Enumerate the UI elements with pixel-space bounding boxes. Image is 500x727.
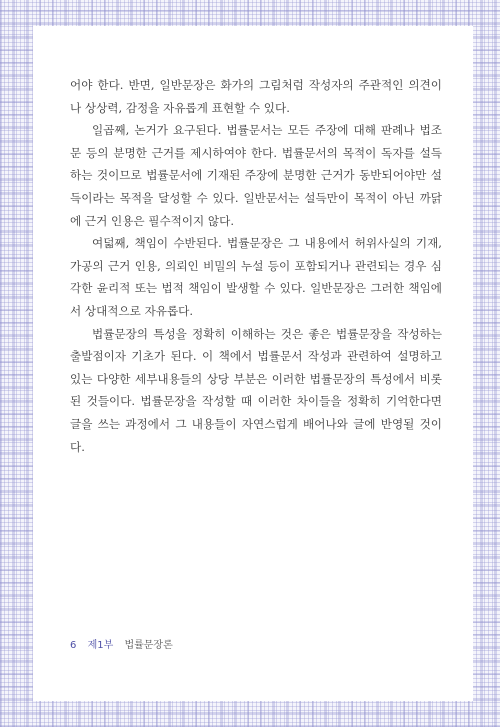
paragraph-seventh: 일곱째, 논거가 요구된다. 법률문서는 모든 주장에 대해 판례나 법조문 등의 분명한 근거를 제시하여야 한다. 법률문서의 목적이 독자를 설득하는 것이므로 법률문서에 기재된 주장에 분명한 근거가 동반되어야만 설득이라는 목적을 달성할 수 있다. 일반문서는 설득만이 목적이 아닌 까닭에 근거 인용은 필수적이지 않다. — [70, 123, 442, 228]
paragraph-eighth: 여덟째, 책임이 수반된다. 법률문장은 그 내용에서 허위사실의 기재, 가공의 근거 인용, 의뢰인 비밀의 누설 등이 포함되거나 관련되는 경우 심각한 윤리적 또는 법적 책임이 발생할 수 있다. 일반문장은 그러한 책임에서 상대적으로 자유롭다. — [70, 236, 442, 318]
body-text — [70, 74, 442, 458]
page-footer — [70, 636, 173, 651]
part-label: 제1부 — [87, 640, 114, 651]
paragraph-conclusion: 법률문장의 특성을 정확히 이해하는 것은 좋은 법률문장을 작성하는 출발점이자 기초가 된다. 이 책에서 법률문서 작성과 관련하여 설명하고 있는 다양한 세부내용들의 상당 부분은 이러한 법률문장의 특성에서 비롯된 것들이다. 법률문장을 작성할 때 이러한 차이들을 정확히 기억한다면 글을 쓰는 과정에서 그 내용들이 자연스럽게 배어나와 글에 반영될 것이다. — [70, 326, 442, 454]
page-number: 6 — [70, 640, 77, 651]
book-page — [33, 26, 473, 701]
section-title: 법률문장론 — [124, 640, 173, 651]
paragraph-continuation: 어야 한다. 반면, 일반문장은 화가의 그림처럼 작성자의 주관적인 의견이나 상상력, 감정을 자유롭게 표현할 수 있다. — [70, 78, 442, 115]
